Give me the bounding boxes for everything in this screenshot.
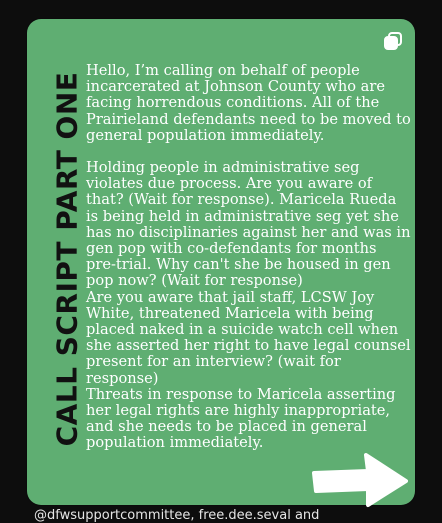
copy-icon[interactable] <box>383 31 403 51</box>
script-paragraph-1: Hello, I’m calling on behalf of people incarcerated at Johnson County who are facing horrendous conditions. All of the Prairieland defendants need to be moved to general population immediately. <box>86 62 411 144</box>
vertical-title <box>49 69 85 449</box>
script-paragraph-2: Holding people in administrative seg violates due process. Are you aware of that? (Wait for response). Maricela Rueda is being held in administrative seg yet she has no disciplinaries against her and was in gen pop with co-defendants for months pre-trial. Why can't she be housed in gen pop now? (Wait for response) Are you aware that jail staff, LCSW Joy White, threatened Maricela with being placed naked in a suicide watch cell when she asserted her right to have legal counsel present for an interview? (wait for response) Threats in response to Maricela asserting her legal rights are highly inappropriate, and she needs to be placed in general population immediately. <box>86 159 411 452</box>
footer-caption: @dfwsupportcommittee, free.dee.seval and <box>34 508 320 523</box>
script-card <box>27 19 415 505</box>
arrow-right-icon[interactable] <box>310 451 408 509</box>
script-body <box>86 63 411 452</box>
vertical-title-text: CALL SCRIPT PART ONE <box>50 71 84 447</box>
